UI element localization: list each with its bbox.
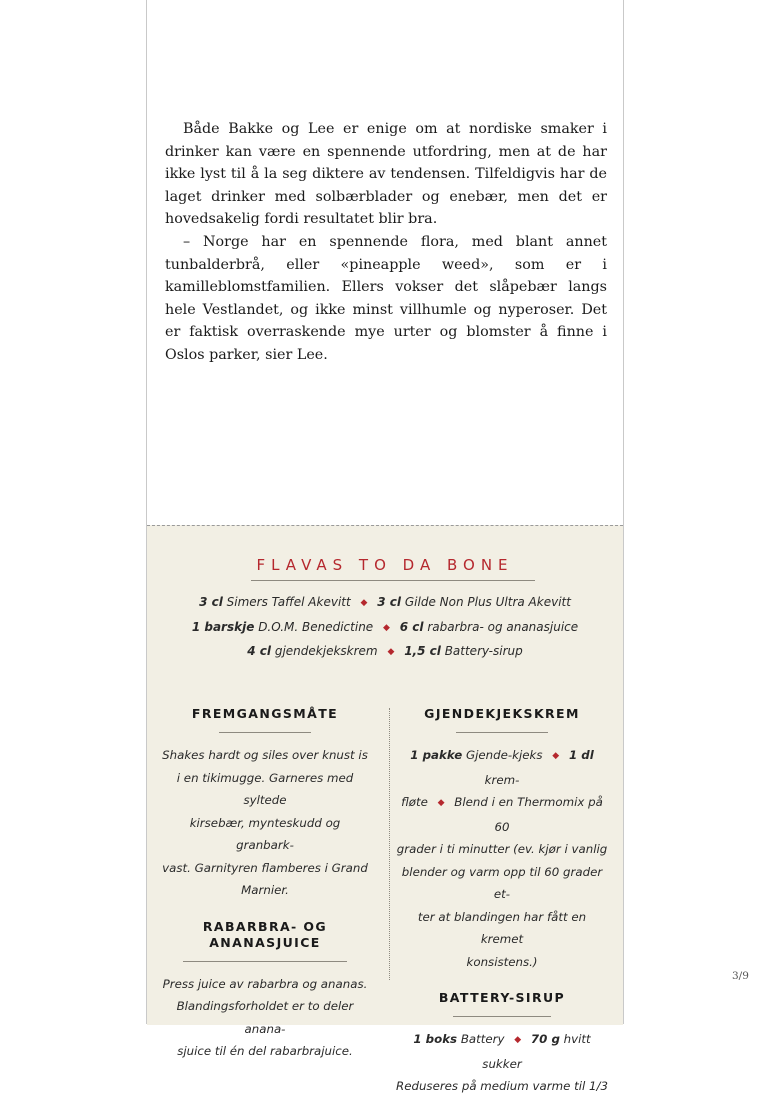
syrup-line: Reduseres på medium varme til 1/3: [396, 1079, 609, 1093]
method-text: [159, 744, 371, 902]
cream-heading: GJENDEKJEKSKREM: [424, 706, 580, 721]
juice-line: Blandingsforholdet er to deler anana-: [176, 999, 354, 1036]
diamond-bullet-icon: ◆: [383, 622, 390, 633]
ingredient-amount: 1,5 cl: [404, 644, 441, 658]
diamond-bullet-icon: ◆: [552, 751, 560, 761]
article-paragraph-2: – Norge har en spennende flora, med blant annet tunbalderbrå, eller «pineapple weed», som er i kamilleblomstfamilien. Ellers vokser det slåpebær langs hele Vestlandet, og ikke minst villhumle og nyperoser. Det er faktisk overraskende mye urter og blomster å finne i Oslos parker, sier Lee.: [165, 233, 607, 363]
syrup-amount: 1 boks: [413, 1032, 458, 1046]
ingredient-item: rabarbra- og ananasjuice: [427, 619, 579, 634]
syrup-heading-underline: [453, 1016, 551, 1017]
ingredient-amount: 4 cl: [247, 644, 272, 658]
method-line: vast. Garnityren flamberes i Grand: [162, 860, 368, 875]
ingredient-row: [147, 640, 623, 665]
syrup-heading: BATTERY-SIRUP: [438, 990, 566, 1005]
ingredient-item: gjendekjekskrem: [274, 644, 378, 658]
juice-heading: RABARBRA- OG ANANASJUICE: [202, 918, 328, 950]
ingredient-amount: 3 cl: [377, 595, 402, 609]
left-column: [159, 706, 371, 1063]
syrup-text: [396, 1028, 608, 1098]
method-line: kirsebær, mynteskudd og granbark-: [189, 815, 341, 852]
syrup-amount: 70 g: [530, 1032, 560, 1046]
method-line: i en tikimugge. Garneres med syltede: [176, 770, 354, 807]
ingredient-item: Battery-sirup: [444, 644, 523, 658]
ingredient-amount: 1 barskje: [191, 619, 255, 634]
diamond-bullet-icon: ◆: [360, 598, 368, 608]
ingredient-item: D.O.M. Benedictine: [258, 619, 374, 634]
ingredient-item: Simers Taffel Akevitt: [226, 595, 351, 609]
method-line: Shakes hardt og siles over knust is: [162, 748, 368, 762]
ingredient-amount: 6 cl: [399, 619, 424, 634]
ingredient-list: [147, 591, 623, 665]
cream-item: Gjende-kjeks: [466, 748, 543, 762]
diamond-bullet-icon: ◆: [514, 1035, 522, 1045]
cream-line: konsistens.): [466, 954, 538, 969]
recipe-title: FLAVAS TO DA BONE: [256, 556, 514, 574]
column-divider: [389, 708, 390, 980]
juice-heading-underline: [183, 961, 347, 962]
diamond-bullet-icon: ◆: [387, 647, 395, 657]
right-column: [396, 706, 608, 1098]
cream-line: ter at blandingen har fått en kremet: [417, 909, 587, 946]
juice-text: [159, 973, 371, 1063]
article-paragraph-1: Både Bakke og Lee er enige om at nordiske smaker i drinker kan være en spennende utfordring, men at de har ikke lyst til å la seg diktere av tendensen. Tilfeldigvis har de laget drinker med solbærblader og enebær, men det er hovedsakelig fordi resultatet blir bra.: [165, 121, 607, 228]
juice-line: Press juice av rabarbra og ananas.: [162, 976, 368, 991]
cream-amount: 1 dl: [568, 748, 594, 762]
method-line: Marnier.: [241, 883, 289, 897]
method-heading: FREMGANGSMÅTE: [191, 706, 339, 721]
ingredient-item: Gilde Non Plus Ultra Akevitt: [404, 595, 571, 609]
cream-line: Blend i en Thermomix på 60: [454, 795, 603, 834]
cream-line: grader i ti minutter (ev. kjør i vanlig: [396, 842, 608, 856]
method-heading-underline: [219, 732, 311, 733]
cream-item: krem-: [484, 772, 520, 787]
ingredient-amount: 3 cl: [199, 595, 223, 609]
cream-line: blender og varm opp til 60 grader et-: [401, 864, 603, 901]
recipe-box: [147, 525, 623, 1093]
ingredient-row: [147, 616, 623, 641]
cream-heading-underline: [456, 732, 548, 733]
page: [146, 0, 624, 1093]
article-body: [165, 118, 607, 367]
syrup-item: hvitt sukker: [482, 1032, 591, 1071]
diamond-bullet-icon: ◆: [437, 798, 445, 808]
ingredient-row: [147, 591, 623, 616]
page-number: 3/9: [732, 970, 749, 982]
cream-amount: 1 pakke: [410, 748, 463, 762]
syrup-item: Battery: [460, 1032, 505, 1046]
juice-line: sjuice til én del rabarbrajuice.: [177, 1044, 353, 1058]
cream-text: [396, 744, 608, 973]
cream-line: fløte: [401, 795, 428, 809]
recipe-title-underline: [251, 580, 535, 581]
